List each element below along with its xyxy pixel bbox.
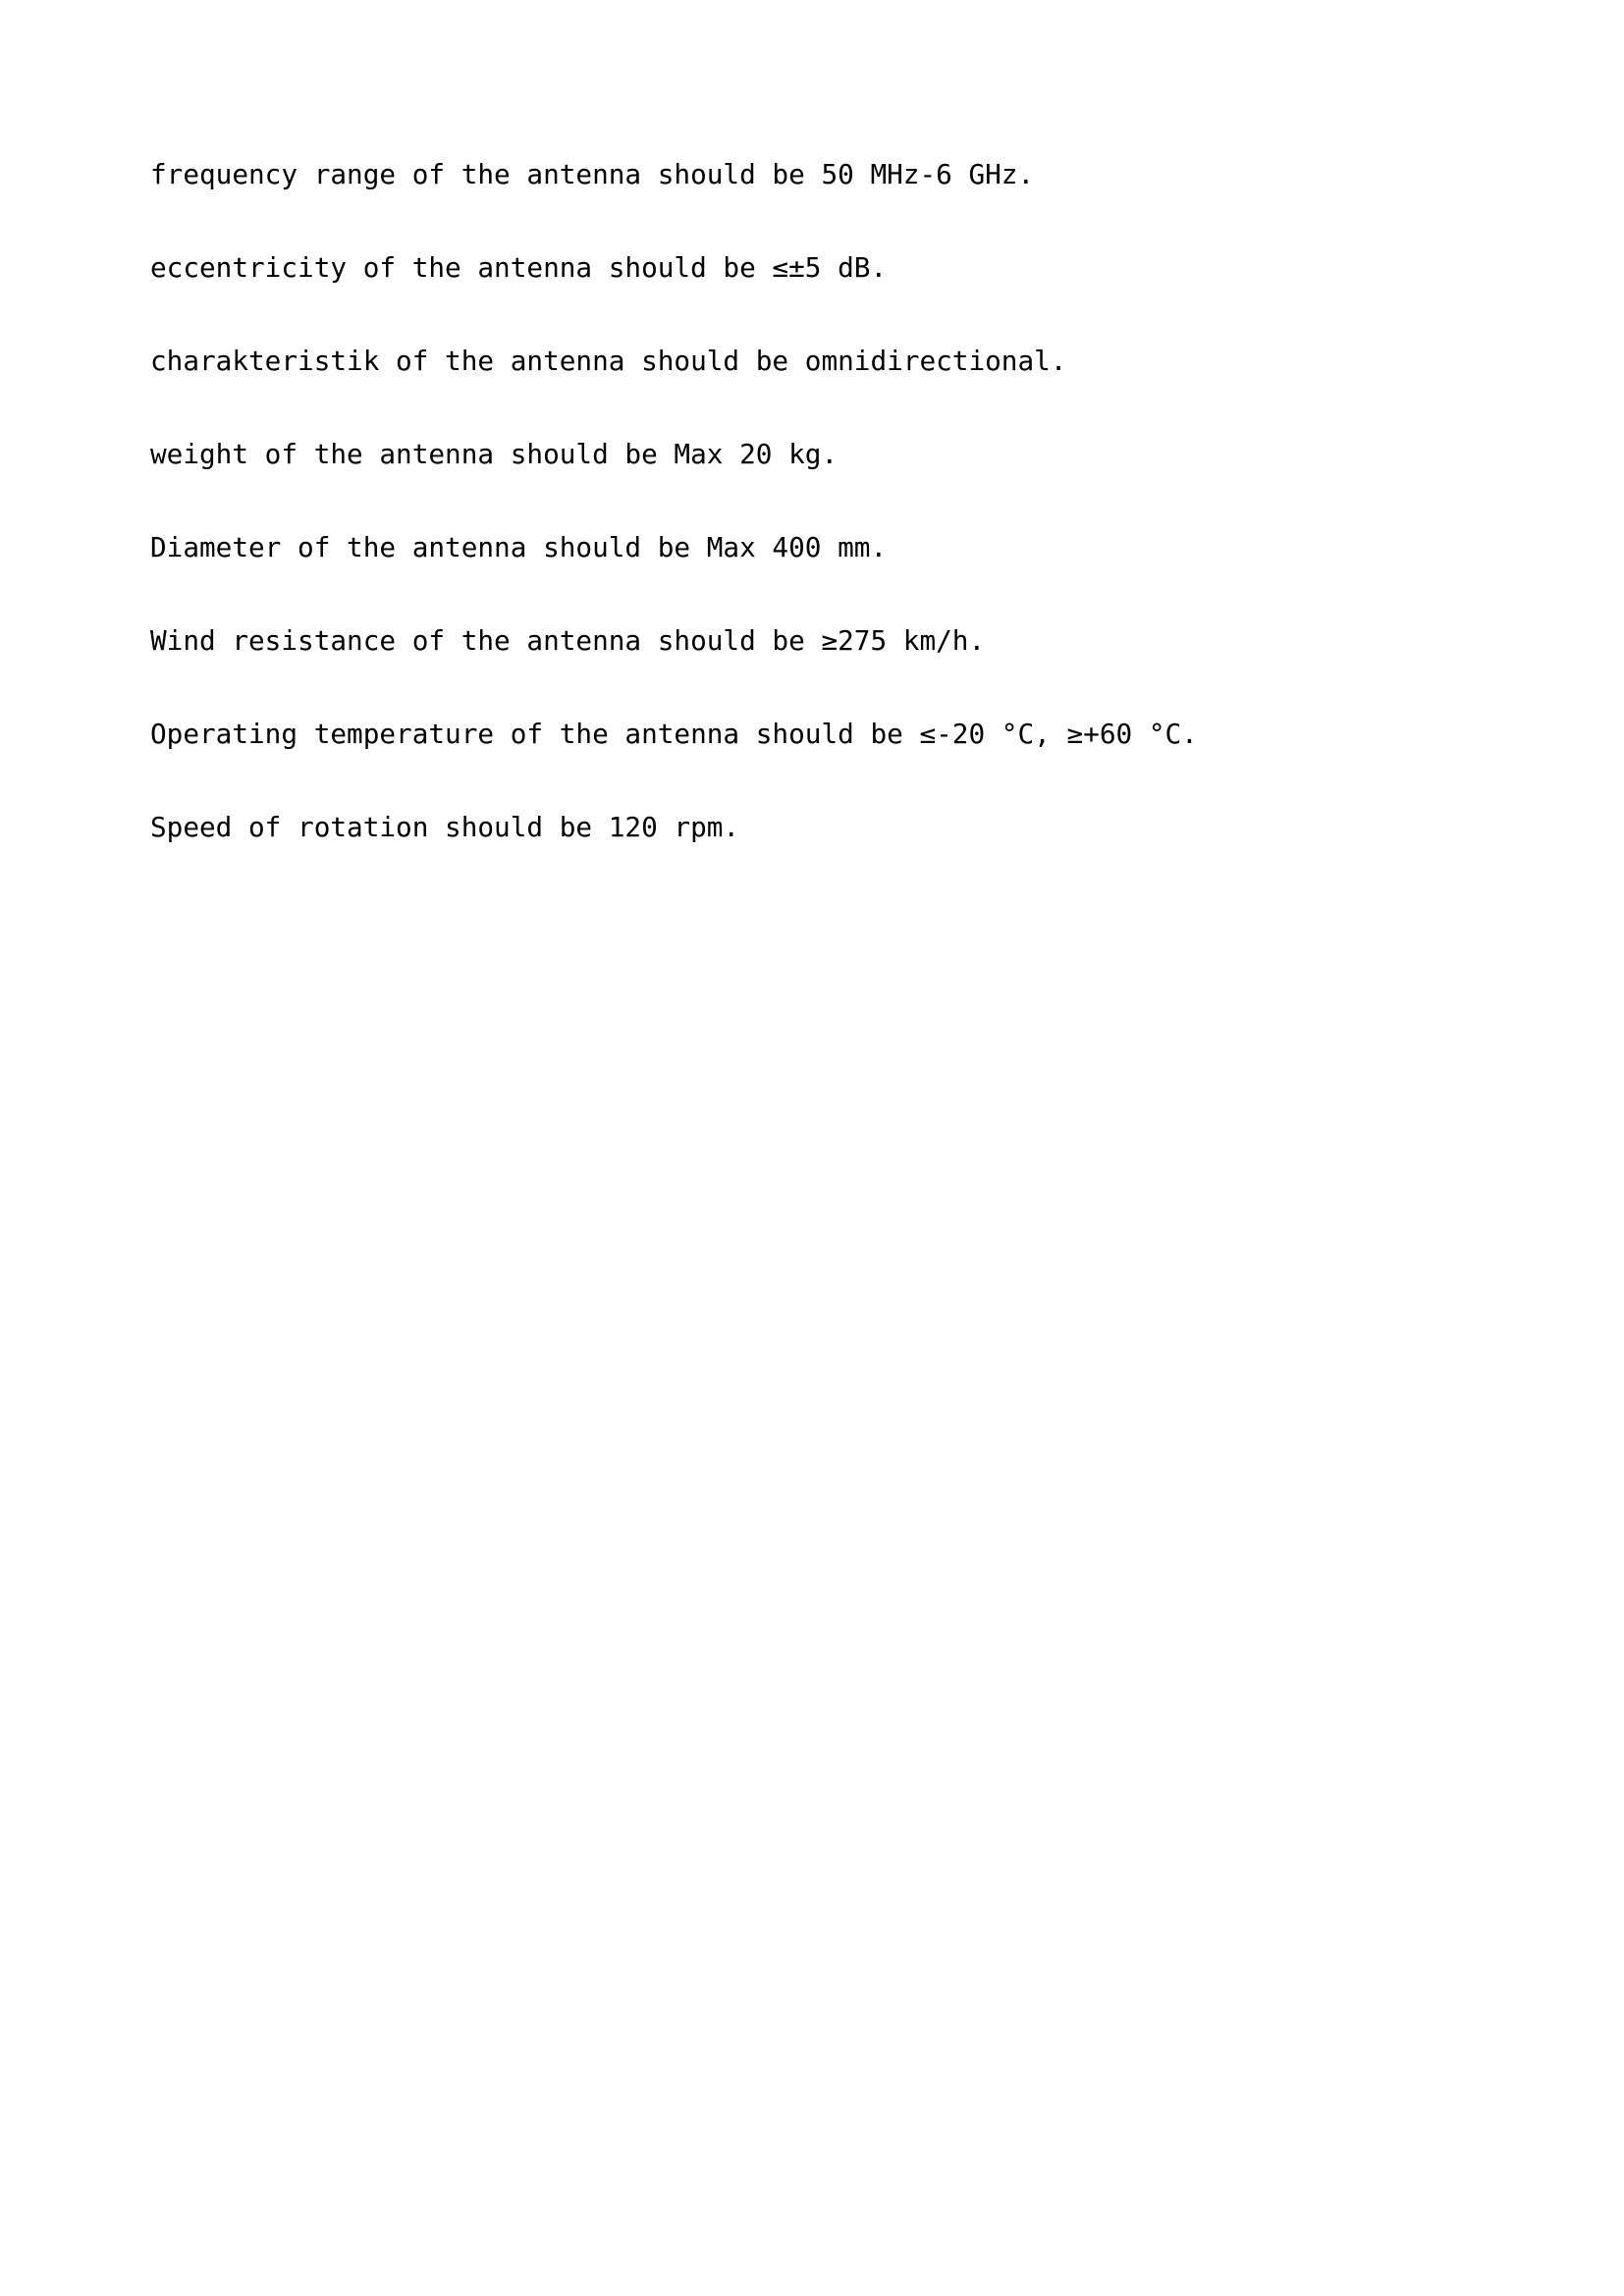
- spec-line-eccentricity: eccentricity of the antenna should be ≤±5 dB.: [150, 251, 888, 284]
- spec-line-weight: weight of the antenna should be Max 20 kg.: [150, 438, 839, 470]
- spec-line-charakteristik: charakteristik of the antenna should be omnidirectional.: [150, 345, 1067, 377]
- spec-line-diameter: Diameter of the antenna should be Max 400 mm.: [150, 531, 888, 563]
- spec-line-frequency-range: frequency range of the antenna should be 50 MHz-6 GHz.: [150, 158, 1035, 190]
- spec-line-wind-resistance: Wind resistance of the antenna should be ≥275 km/h.: [150, 624, 986, 657]
- specification-text-block: [150, 128, 1585, 874]
- spec-line-speed-of-rotation: Speed of rotation should be 120 rpm.: [150, 811, 740, 843]
- spec-line-operating-temperature: Operating temperature of the antenna should be ≤-20 °C, ≥+60 °C.: [150, 718, 1198, 750]
